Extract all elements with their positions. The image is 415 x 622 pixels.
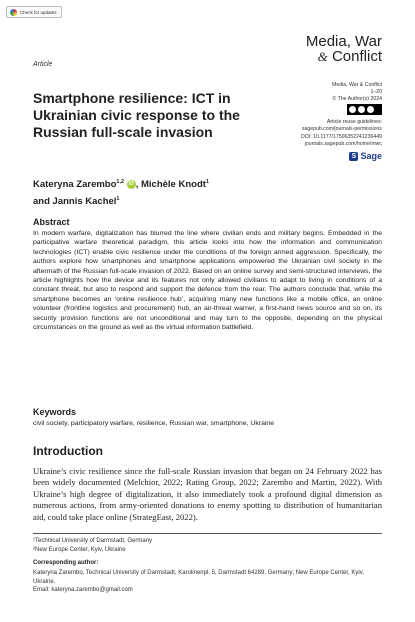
- footnote-divider: [33, 533, 382, 534]
- author-name: Jannis Kachel: [52, 196, 117, 208]
- affiliations: [33, 537, 152, 554]
- crossmark-icon: [10, 9, 17, 16]
- meta-pages: 1–20: [370, 89, 382, 96]
- cc-license-icon[interactable]: [347, 104, 382, 115]
- check-for-updates-badge[interactable]: [6, 6, 62, 18]
- journal-name-line2: [306, 49, 382, 64]
- author-list: [33, 175, 293, 209]
- meta-journal: Media, War & Conflict: [332, 82, 382, 88]
- publisher-logo: [349, 151, 382, 161]
- corresponding-author-address: Kateryna Zarembo, Technical University of Darmstadt, Karolinenpl. 5, Darmstadt 64289, Germany; New Europe Center, Kyiv, Ukraine.: [33, 570, 364, 585]
- author-affil-sup: 1: [205, 179, 209, 185]
- abstract-text: In modern warfare, digitalization has blurred the line where civilian ends and military begins. Embedded in the participative warfare theoretical paradigm, this article looks into how the information and communication technologies (ICT) enable civic resilience under the conditions of the foreign armed aggression. Specifically, the authors explore how smartphones and smartphone applications empowered the Ukrainian civil society in the aftermath of the Russian full-scale invasion of 2022. Based on an online survey and semi-structured interviews, the article highlights how the device and its features not only allowed civilians to adapt to living in conditions of a constant threat, but also to respond and support the defence from the rear. The authors conclude that, while the smartphone becomes an ‘online resilience hub’, acquiring many new functions like a mobile office, an online volunteer (frontline logistics and procurement) hub, an air-threat warner, a first-hand news source and so on, its security provision functions are not unconditional and may turn to the opposite, depending on the physical circumstances on the ground as well as the virtual information battlefield.: [33, 230, 382, 332]
- introduction-heading: Introduction: [33, 444, 103, 458]
- meta-reuse-link[interactable]: sagepub.com/journals-permissions: [301, 126, 382, 133]
- introduction-text: Ukraine’s civic resilience since the full-scale Russian invasion that began on 24 February 2022 has been widely documented (Melchior, 2022; Rating Group, 2022; Zarembo and Martin, 2022). With Ukraine’s high degree of digitalization, it also immediately took a profound digital dimension as numerous actions, from army-oriented donations to enemy spotting to distribution of humanitarian aid, could take place online (StrategEast, 2022).: [33, 466, 382, 522]
- journal-name-conflict: Conflict: [331, 48, 382, 65]
- affiliation-1: ¹Technical University of Darmstadt, Germany: [33, 538, 153, 544]
- article-type-label: Article: [33, 61, 53, 68]
- corresponding-author-details: [33, 569, 382, 595]
- meta-doi[interactable]: DOI: 10.1177/17506352241236449: [301, 133, 382, 140]
- abstract-heading: Abstract: [33, 217, 70, 227]
- article-meta: [267, 82, 382, 148]
- author-name: Michèle Knodt: [141, 179, 206, 191]
- meta-copyright: © The Author(s) 2024: [332, 96, 382, 103]
- corresponding-author-email[interactable]: Email: kateryna.zarembo@gmail.com: [33, 587, 133, 593]
- keywords-text: civil society, participatory warfare, resilience, Russian war, smartphone, Ukraine: [33, 420, 275, 427]
- publisher-name: Sage: [360, 151, 382, 161]
- affiliation-2: ²New Europe Center, Kyiv, Ukraine: [33, 546, 126, 553]
- check-for-updates-label: Check for updates: [20, 9, 57, 15]
- keywords-heading: Keywords: [33, 407, 77, 417]
- journal-name-line1: Media, War: [305, 33, 382, 50]
- author-name: Kateryna Zarembo: [33, 179, 117, 191]
- corresponding-author-heading: Corresponding author:: [33, 560, 99, 566]
- article-title: Smartphone resilience: ICT in Ukrainian civic response to the Russian full-scale invasion: [33, 90, 240, 140]
- orcid-icon[interactable]: iD: [128, 181, 134, 188]
- author-affil-sup: 1: [116, 196, 120, 203]
- meta-home-link[interactable]: journals.sagepub.com/home/mwc: [304, 140, 382, 147]
- meta-reuse-label: Article reuse guidelines:: [326, 119, 382, 126]
- journal-logo: [306, 34, 382, 64]
- author-separator: and: [33, 196, 53, 208]
- author-affil-sup: 1,2: [116, 179, 125, 185]
- author-separator: ,: [135, 179, 141, 191]
- sage-s-icon: S: [349, 152, 358, 161]
- journal-ampersand: &: [317, 49, 328, 64]
